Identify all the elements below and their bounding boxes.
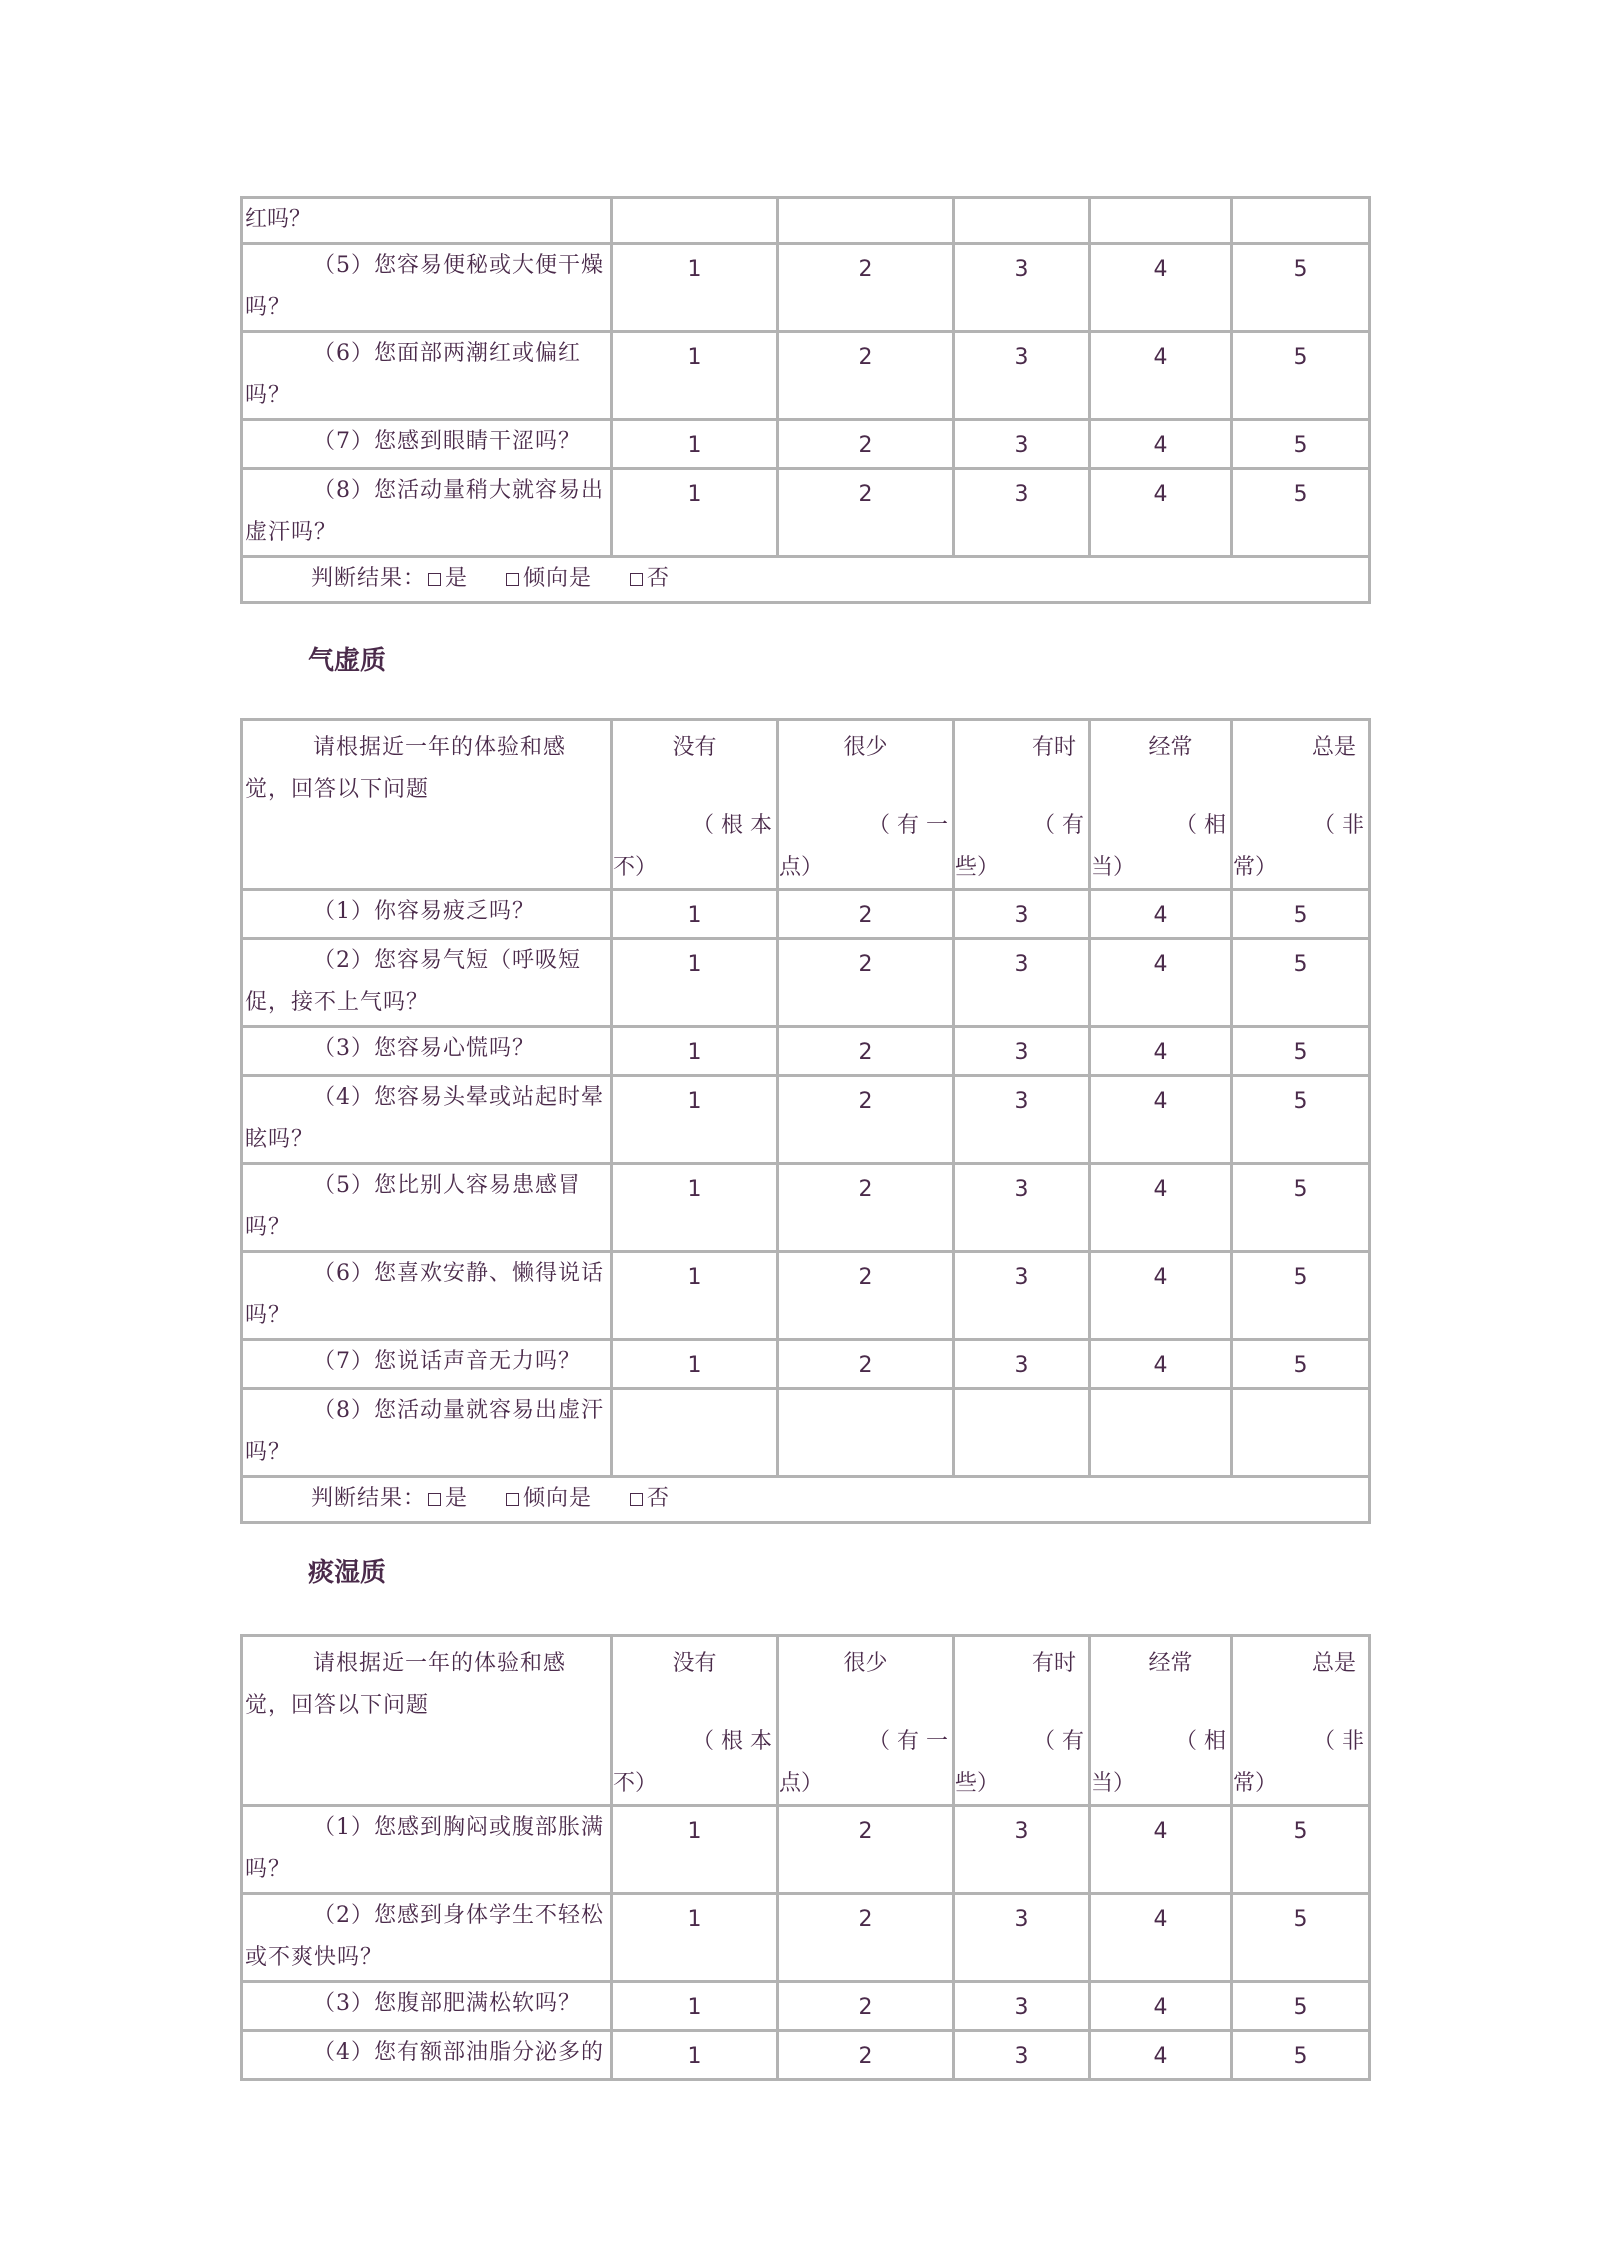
checkbox-yes[interactable] [428, 1493, 441, 1506]
score-option[interactable]: 1 [612, 1982, 778, 2031]
score-option[interactable]: 2 [778, 1982, 954, 2031]
score-option[interactable]: 2 [778, 1027, 954, 1076]
header-question-text: 请根据近一年的体验和感觉，回答以下问题 [245, 735, 567, 802]
score-option[interactable]: 5 [1232, 2031, 1370, 2080]
score-option[interactable]: 2 [778, 469, 954, 557]
score-cell[interactable] [954, 198, 1090, 244]
score-option[interactable]: 3 [954, 890, 1090, 939]
score-option[interactable]: 5 [1232, 1027, 1370, 1076]
header-col-sub-end: 点） [779, 855, 824, 880]
header-col-never [612, 720, 778, 890]
score-option[interactable]: 5 [1232, 1076, 1370, 1164]
table-row [242, 1027, 1370, 1076]
score-option[interactable]: 3 [954, 1806, 1090, 1894]
checkbox-no[interactable] [630, 1493, 643, 1506]
table-row [242, 1340, 1370, 1389]
table-row [242, 2031, 1370, 2080]
score-option[interactable]: 4 [1090, 1806, 1232, 1894]
score-option[interactable]: 2 [778, 1252, 954, 1340]
header-col-sub-end: 点） [779, 1771, 824, 1796]
header-question-text: 请根据近一年的体验和感觉，回答以下问题 [245, 1651, 567, 1718]
checkbox-tendency[interactable] [506, 1493, 519, 1506]
question-cell [242, 469, 612, 557]
question-text: （7）您感到眼睛干涩吗？ [313, 429, 581, 454]
header-col-sub-end: 些） [955, 1771, 1000, 1796]
question-cell [242, 1340, 612, 1389]
score-option[interactable]: 5 [1232, 1806, 1370, 1894]
score-cell[interactable] [1232, 1389, 1370, 1477]
table-row [242, 1076, 1370, 1164]
header-col-sometimes [954, 1636, 1090, 1806]
table-row [242, 420, 1370, 469]
header-col-sub-end: 当） [1091, 855, 1136, 880]
result-cell [242, 1477, 1370, 1523]
score-option[interactable]: 1 [612, 1164, 778, 1252]
question-cell [242, 1894, 612, 1982]
score-option[interactable]: 4 [1090, 332, 1232, 420]
score-option[interactable]: 1 [612, 1340, 778, 1389]
score-option[interactable]: 1 [612, 244, 778, 332]
score-option[interactable]: 4 [1090, 244, 1232, 332]
checkbox-yes[interactable] [428, 573, 441, 586]
header-col-label: 有时 [1031, 735, 1076, 760]
score-cell[interactable] [778, 198, 954, 244]
question-cell [242, 890, 612, 939]
header-col-sub-end: 不） [613, 855, 658, 880]
score-option[interactable]: 2 [778, 1894, 954, 1982]
option-tendency-label: 倾向是 [523, 566, 593, 591]
question-cell [242, 1389, 612, 1477]
score-option[interactable]: 4 [1090, 420, 1232, 469]
score-option[interactable]: 4 [1090, 1164, 1232, 1252]
option-yes-label: 是 [445, 1486, 469, 1511]
table-row [242, 469, 1370, 557]
score-option[interactable]: 3 [954, 1076, 1090, 1164]
header-col-sub-end: 不） [613, 1771, 658, 1796]
question-text: （8）您活动量就容易出虚汗吗？ [245, 1398, 604, 1465]
header-col-sub: （ 相 [1175, 813, 1226, 838]
header-col-sub: （ 有 一 [868, 1729, 948, 1754]
result-label: 判断结果： [311, 566, 427, 591]
score-option[interactable]: 5 [1232, 1982, 1370, 2031]
score-option[interactable]: 4 [1090, 1027, 1232, 1076]
score-option[interactable]: 3 [954, 244, 1090, 332]
score-option[interactable]: 3 [954, 420, 1090, 469]
score-option[interactable]: 5 [1232, 1164, 1370, 1252]
score-cell[interactable] [954, 1389, 1090, 1477]
score-option[interactable]: 4 [1090, 890, 1232, 939]
checkbox-no[interactable] [630, 573, 643, 586]
score-option[interactable]: 5 [1232, 469, 1370, 557]
header-col-often [1090, 720, 1232, 890]
header-col-sub-end: 当） [1091, 1771, 1136, 1796]
score-option[interactable]: 3 [954, 1894, 1090, 1982]
score-cell[interactable] [612, 1389, 778, 1477]
score-option[interactable]: 2 [778, 939, 954, 1027]
question-text: （1）您感到胸闷或腹部胀满吗？ [245, 1815, 604, 1882]
table-row [242, 939, 1370, 1027]
header-col-sub: （ 根 本 [692, 1729, 772, 1754]
header-col-rarely [778, 1636, 954, 1806]
score-option[interactable]: 2 [778, 332, 954, 420]
option-no-label: 否 [647, 1486, 671, 1511]
score-option[interactable]: 1 [612, 939, 778, 1027]
table-row [242, 1164, 1370, 1252]
question-text: （4）您容易头晕或站起时晕眩吗？ [245, 1085, 604, 1152]
header-col-label: 有时 [1031, 1651, 1076, 1676]
header-row [242, 720, 1370, 890]
table-row [242, 1252, 1370, 1340]
header-col-label: 经常 [1148, 735, 1193, 760]
result-row [242, 557, 1370, 603]
header-col-rarely [778, 720, 954, 890]
header-col-sub: （ 有 [1033, 1729, 1084, 1754]
header-col-label: 很少 [843, 735, 888, 760]
score-option[interactable]: 5 [1232, 939, 1370, 1027]
question-cell [242, 1164, 612, 1252]
table-section-continued [240, 196, 1368, 604]
question-cell [242, 939, 612, 1027]
header-col-never [612, 1636, 778, 1806]
question-text: （3）您腹部肥满松软吗？ [313, 1991, 581, 2016]
score-option[interactable]: 2 [778, 1076, 954, 1164]
question-text: （5）您比别人容易患感冒吗？ [245, 1173, 581, 1240]
header-question-cell [242, 720, 612, 890]
question-cell [242, 332, 612, 420]
score-option[interactable]: 2 [778, 420, 954, 469]
score-option[interactable]: 2 [778, 890, 954, 939]
question-cell [242, 1982, 612, 2031]
header-col-sometimes [954, 720, 1090, 890]
score-option[interactable]: 5 [1232, 332, 1370, 420]
header-col-sub-end: 常） [1233, 1771, 1278, 1796]
score-option[interactable]: 3 [954, 1252, 1090, 1340]
table-row [242, 244, 1370, 332]
question-text: （7）您说话声音无力吗？ [313, 1349, 581, 1374]
question-cell [242, 1076, 612, 1164]
question-cell [242, 1252, 612, 1340]
score-cell[interactable] [778, 1389, 954, 1477]
score-option[interactable]: 3 [954, 2031, 1090, 2080]
score-option[interactable]: 2 [778, 1806, 954, 1894]
score-option[interactable]: 1 [612, 332, 778, 420]
section-title-tanshi: 痰湿质 [308, 1558, 387, 1588]
header-col-sub: （ 相 [1175, 1729, 1226, 1754]
score-option[interactable]: 4 [1090, 1252, 1232, 1340]
question-text: （3）您容易心慌吗？ [313, 1036, 535, 1061]
score-option[interactable]: 2 [778, 2031, 954, 2080]
header-question-cell [242, 1636, 612, 1806]
header-col-sub: （ 非 [1313, 813, 1364, 838]
table-row [242, 1389, 1370, 1477]
result-cell [242, 557, 1370, 603]
header-col-often [1090, 1636, 1232, 1806]
score-option[interactable]: 1 [612, 1027, 778, 1076]
question-cell [242, 1027, 612, 1076]
score-option[interactable]: 1 [612, 1806, 778, 1894]
table-section-tanshi [240, 1634, 1368, 2081]
header-col-sub: （ 根 本 [692, 813, 772, 838]
table-row [242, 1806, 1370, 1894]
question-text: （2）您容易气短（呼吸短促，接不上气吗？ [245, 948, 581, 1015]
score-cell[interactable] [1090, 1389, 1232, 1477]
question-text: （4）您有额部油脂分泌多的 [313, 2040, 604, 2065]
score-option[interactable]: 5 [1232, 890, 1370, 939]
question-text: （5）您容易便秘或大便干燥吗？ [245, 253, 604, 320]
table-section-qixu [240, 718, 1368, 1524]
result-label: 判断结果： [311, 1486, 427, 1511]
header-col-sub: （ 有 [1033, 813, 1084, 838]
score-option[interactable]: 5 [1232, 244, 1370, 332]
score-option[interactable]: 4 [1090, 1340, 1232, 1389]
score-option[interactable]: 4 [1090, 939, 1232, 1027]
header-col-label: 很少 [843, 1651, 888, 1676]
result-row [242, 1477, 1370, 1523]
header-col-label: 经常 [1148, 1651, 1193, 1676]
question-text: （8）您活动量稍大就容易出虚汗吗？ [245, 478, 604, 545]
score-option[interactable]: 3 [954, 1164, 1090, 1252]
header-col-always [1232, 1636, 1370, 1806]
table-row [242, 1982, 1370, 2031]
score-option[interactable]: 4 [1090, 1076, 1232, 1164]
question-cell [242, 420, 612, 469]
score-option[interactable]: 1 [612, 420, 778, 469]
question-cell [242, 2031, 612, 2080]
header-col-always [1232, 720, 1370, 890]
questionnaire-table-qixu [240, 718, 1371, 1524]
table-row [242, 1894, 1370, 1982]
header-row [242, 1636, 1370, 1806]
score-cell[interactable] [612, 198, 778, 244]
header-col-sub: （ 有 一 [868, 813, 948, 838]
score-option[interactable]: 4 [1090, 1894, 1232, 1982]
checkbox-tendency[interactable] [506, 573, 519, 586]
score-cell[interactable] [1232, 198, 1370, 244]
score-option[interactable]: 2 [778, 1340, 954, 1389]
header-col-sub-end: 常） [1233, 855, 1278, 880]
question-text: （6）您喜欢安静、懒得说话吗？ [245, 1261, 604, 1328]
option-yes-label: 是 [445, 566, 469, 591]
score-option[interactable]: 1 [612, 2031, 778, 2080]
question-text: （2）您感到身体学生不轻松或不爽快吗？ [245, 1903, 604, 1970]
section-title-qixu: 气虚质 [308, 646, 387, 676]
score-option[interactable]: 3 [954, 939, 1090, 1027]
questionnaire-table-continued [240, 196, 1371, 604]
option-tendency-label: 倾向是 [523, 1486, 593, 1511]
question-cell [242, 198, 612, 244]
score-option[interactable]: 1 [612, 1252, 778, 1340]
score-option[interactable]: 4 [1090, 2031, 1232, 2080]
score-option[interactable]: 5 [1232, 1894, 1370, 1982]
score-option[interactable]: 3 [954, 1340, 1090, 1389]
question-text: 红吗？ [245, 207, 312, 232]
score-option[interactable]: 3 [954, 1027, 1090, 1076]
score-option[interactable]: 4 [1090, 469, 1232, 557]
header-col-label: 没有 [672, 735, 717, 760]
header-col-label: 总是 [1311, 735, 1356, 760]
header-col-sub: （ 非 [1313, 1729, 1364, 1754]
question-cell [242, 1806, 612, 1894]
table-row [242, 332, 1370, 420]
score-option[interactable]: 5 [1232, 1340, 1370, 1389]
table-row [242, 890, 1370, 939]
score-option[interactable]: 1 [612, 1894, 778, 1982]
score-option[interactable]: 3 [954, 469, 1090, 557]
score-option[interactable]: 3 [954, 332, 1090, 420]
score-option[interactable]: 1 [612, 469, 778, 557]
score-option[interactable]: 5 [1232, 420, 1370, 469]
header-col-label: 总是 [1311, 1651, 1356, 1676]
score-option[interactable]: 1 [612, 1076, 778, 1164]
score-option[interactable]: 2 [778, 1164, 954, 1252]
score-cell[interactable] [1090, 198, 1232, 244]
header-col-sub-end: 些） [955, 855, 1000, 880]
score-option[interactable]: 1 [612, 890, 778, 939]
score-option[interactable]: 3 [954, 1982, 1090, 2031]
question-text: （1）你容易疲乏吗？ [313, 899, 535, 924]
question-text: （6）您面部两潮红或偏红吗？ [245, 341, 581, 408]
score-option[interactable]: 5 [1232, 1252, 1370, 1340]
questionnaire-table-tanshi [240, 1634, 1371, 2081]
option-no-label: 否 [647, 566, 671, 591]
table-row [242, 198, 1370, 244]
score-option[interactable]: 2 [778, 244, 954, 332]
header-col-label: 没有 [672, 1651, 717, 1676]
question-cell [242, 244, 612, 332]
score-option[interactable]: 4 [1090, 1982, 1232, 2031]
